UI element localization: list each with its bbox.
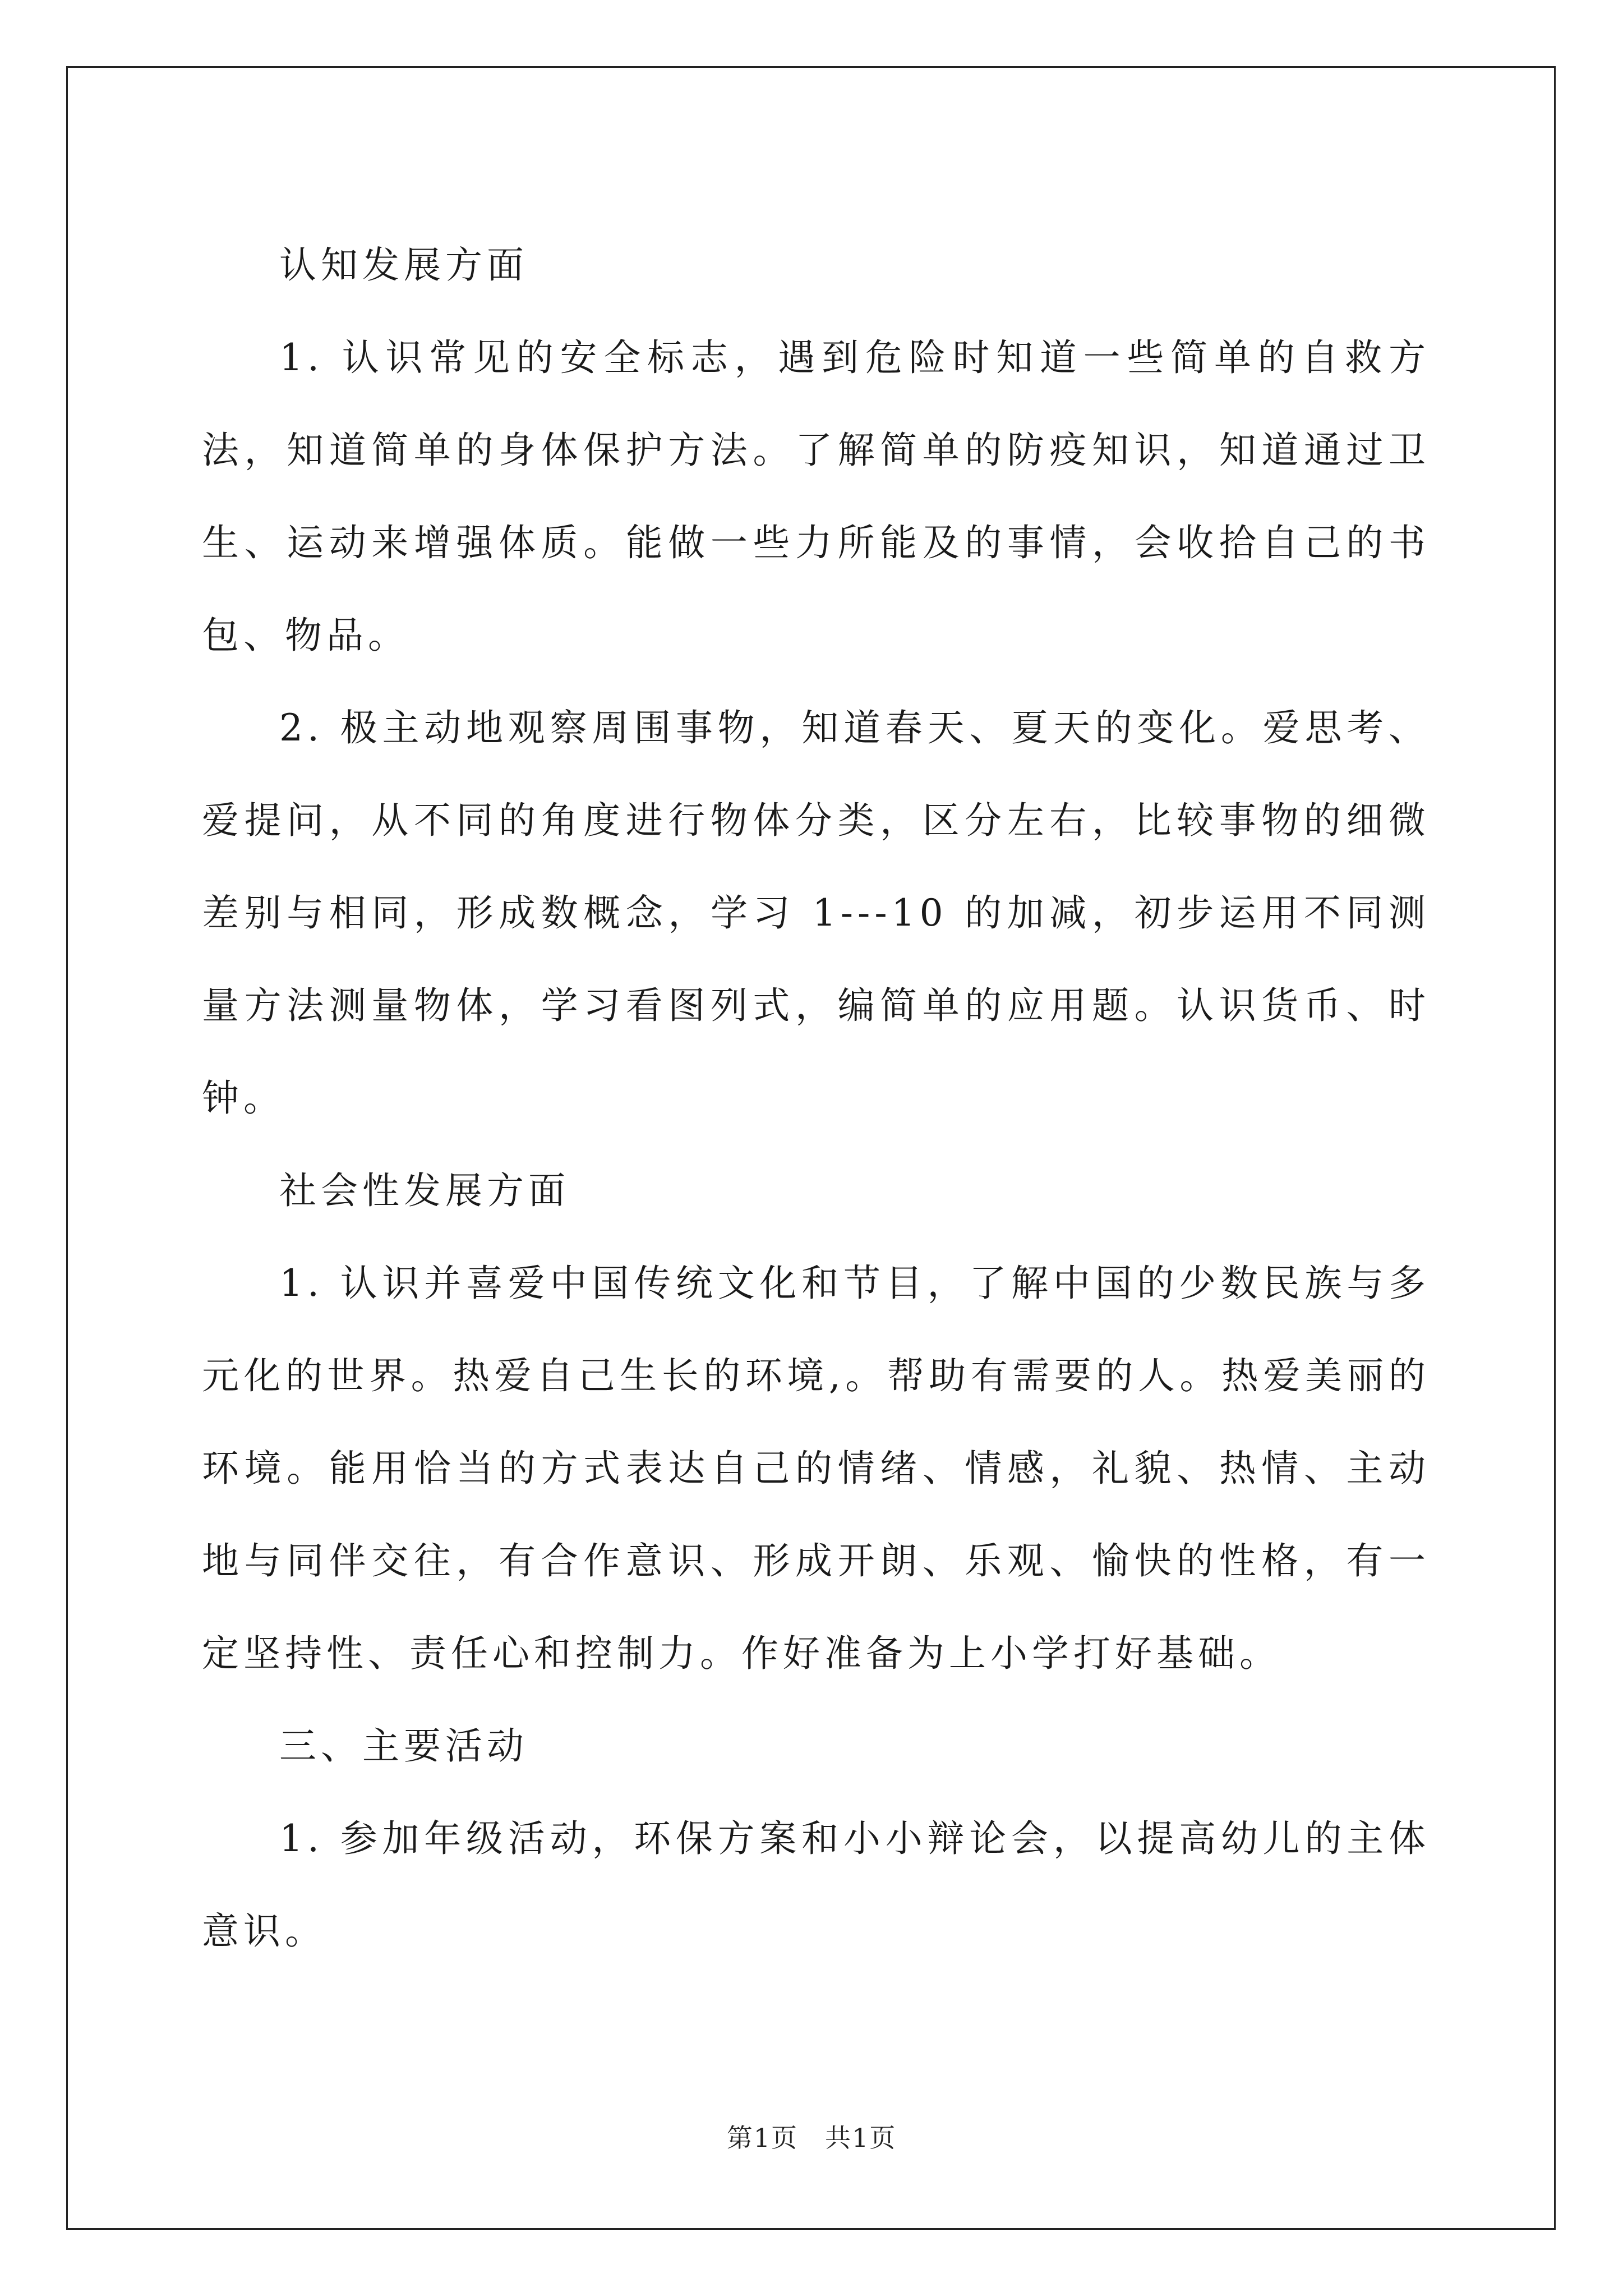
paragraph-cognitive-1: 1. 认识常见的安全标志，遇到危险时知道一些简单的自救方法，知道简单的身体保护方法。了解简单的防疫知识，知道通过卫生、运动来增强体质。能做一些力所能及的事情，会收拾自己的书包、物品。 [202,336,1430,657]
paragraph-activities-1: 1. 参加年级活动，环保方案和小小辩论会，以提高幼儿的主体意识。 [202,1817,1430,1953]
paragraph-social-1: 1. 认识并喜爱中国传统文化和节目，了解中国的少数民族与多元化的世界。热爱自己生长的环境,。帮助有需要的人。热爱美丽的环境。能用恰当的方式表达自己的情绪、情感，礼貌、热情、主动地与同伴交往，有合作意识、形成开朗、乐观、愉快的性格，有一定坚持性、责任心和控制力。作好准备为上小学打好基础。 [202,1262,1430,1675]
document-body [202,219,1430,1977]
page-footer: 第1页 共1页 [726,2123,897,2153]
paragraph-cognitive-2: 2. 极主动地观察周围事物，知道春天、夏天的变化。爱思考、爱提问，从不同的角度进行物体分类，区分左右，比较事物的细微差别与相同，形成数概念，学习 1---10 的加减，初步运用不同测量方法测量物体，学习看图列式，编简单的应用题。认识货币、时钟。 [202,706,1430,1120]
section-heading-social: 社会性发展方面 [279,1169,570,1212]
section-heading-cognitive: 认知发展方面 [279,243,528,287]
section-heading-activities: 三、主要活动 [279,1724,528,1768]
